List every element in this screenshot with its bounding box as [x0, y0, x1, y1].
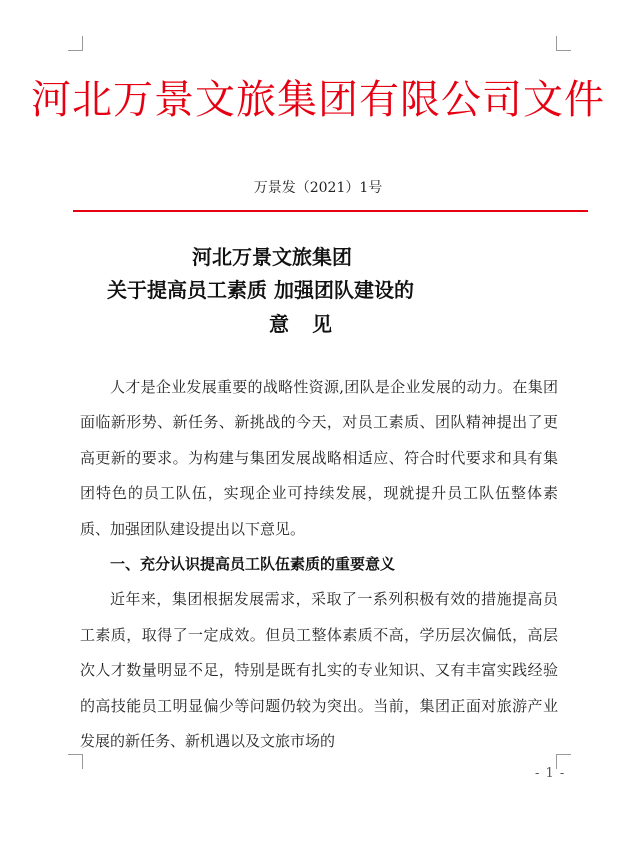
red-separator-line [73, 210, 588, 212]
title-line-3: 意 见 [269, 312, 340, 336]
crop-mark-top-left [68, 36, 83, 51]
title-line-1: 河北万景文旅集团 [192, 245, 352, 269]
title-line-2: 关于提高员工素质 加强团队建设的 [107, 278, 414, 302]
red-header-title: 河北万景文旅集团有限公司文件 [31, 77, 605, 123]
document-number: 万景发（2021）1号 [253, 180, 383, 196]
section-heading-1: 一、充分认识提高员工队伍素质的重要意义 [110, 555, 396, 574]
paragraph-intro: 人才是企业发展重要的战略性资源,团队是企业发展的动力。在集团面临新形势、新任务、新挑战的今天，对员工素质、团队精神提出了更高更新的要求。为构建与集团发展战略相适应、符合时代要求和具有集团特色的员工队伍，实现企业可持续发展，现就提升员工队伍整体素质、加强团队建设提出以下意见。 [80, 378, 558, 538]
page-number: - 1 - [535, 766, 566, 781]
document-body [80, 370, 558, 759]
paragraph-section-1: 近年来，集团根据发展需求，采取了一系列积极有效的措施提高员工素质，取得了一定成效。但员工整体素质不高，学历层次偏低，高层次人才数量明显不足，特别是既有扎实的专业知识、又有丰富实践经验的高技能员工明显偏少等问题仍较为突出。当前，集团正面对旅游产业发展的新任务、新机遇以及文旅市场的 [80, 590, 558, 751]
crop-mark-top-right [556, 36, 571, 51]
